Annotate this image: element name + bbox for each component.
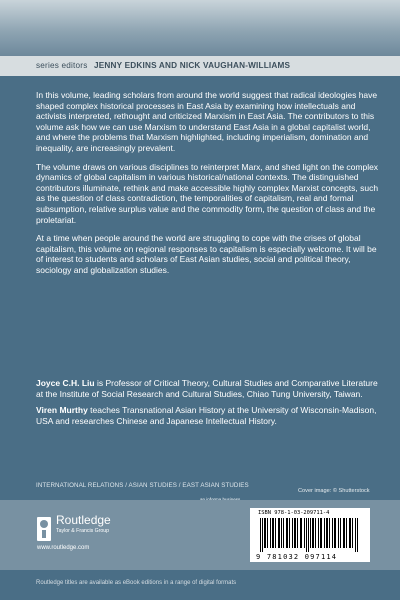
editor-name-2: Viren Murthy [36,405,88,416]
ebook-footer-note: Routledge titles are available as eBook editions in a range of digital formats [36,580,237,586]
top-gradient-strip [0,0,400,56]
cover-image-credit: Cover image: © Shutterstock [298,488,370,494]
book-description [36,90,380,284]
publisher-group: Taylor & Francis Group [56,528,110,534]
series-label: series editors [36,61,88,70]
publisher-name: Routledge [56,513,111,527]
description-paragraph-2: The volume draws on various disciplines to reinterpret Marx, and shed light on the complex dynamics of global capitalism in various historical/national contexts. The distinguished contributors illuminate, rethink and make accessible highly complex Marxist concepts, such as the question of class contradiction, the temporalities of capitalism, real and formal subsumption, relative surplus value and the commodity form, the question of class and the proletariat. [36,161,379,225]
description-paragraph-3: At a time when people around the world are struggling to cope with the crises of global capitalism, this volume on regional responses to capitalism is especially welcome. It will be of interest to students and scholars of East Asian studies, social and political theory, sociology and globalization studies. [36,233,377,275]
isbn-label: ISBN 978-1-03-209711-4 [258,510,330,516]
editor-bio-text-2: teaches Transnational Asian History at the University of Wisconsin-Madison, USA and researches Chinese and Japanese Intellectual History. [36,405,377,426]
editor-name-1: Joyce C.H. Liu [36,378,95,388]
publisher-url: www.routledge.com [37,545,90,551]
barcode [250,508,370,562]
series-editors-bar [0,56,400,76]
subject-categories: INTERNATIONAL RELATIONS / ASIAN STUDIES / EAST ASIAN STUDIES [36,482,249,489]
routledge-logo-icon [37,517,51,541]
editor-bio-1 [36,378,380,399]
barcode-digits: 9 781032 097114 [256,553,338,561]
description-paragraph-1: In this volume, leading scholars from around the world suggest that radical ideologies have shaped complex historical processes in East Asia by examining how intellectuals and activists interpreted, rethought and criticized Marxism in East Asia. The contributors to this volume ask how we can use Marxism to understand East Asia in a global capitalist world, and where the problems that Marxism highlighted, including imperialism, domination and inequality, are increasingly prevalent. [36,90,378,153]
editor-bio-text-1: is Professor of Critical Theory, Cultural Studies and Comparative Literature at the Institute of Social Research and Cultural Studies, Chiao Tung University, Taiwan. [36,378,378,399]
barcode-bars-icon [260,518,360,552]
editor-bio-2 [36,405,380,426]
editor-bios [36,378,380,432]
series-editor-names: JENNY EDKINS AND NICK VAUGHAN-WILLIAMS [93,61,291,70]
